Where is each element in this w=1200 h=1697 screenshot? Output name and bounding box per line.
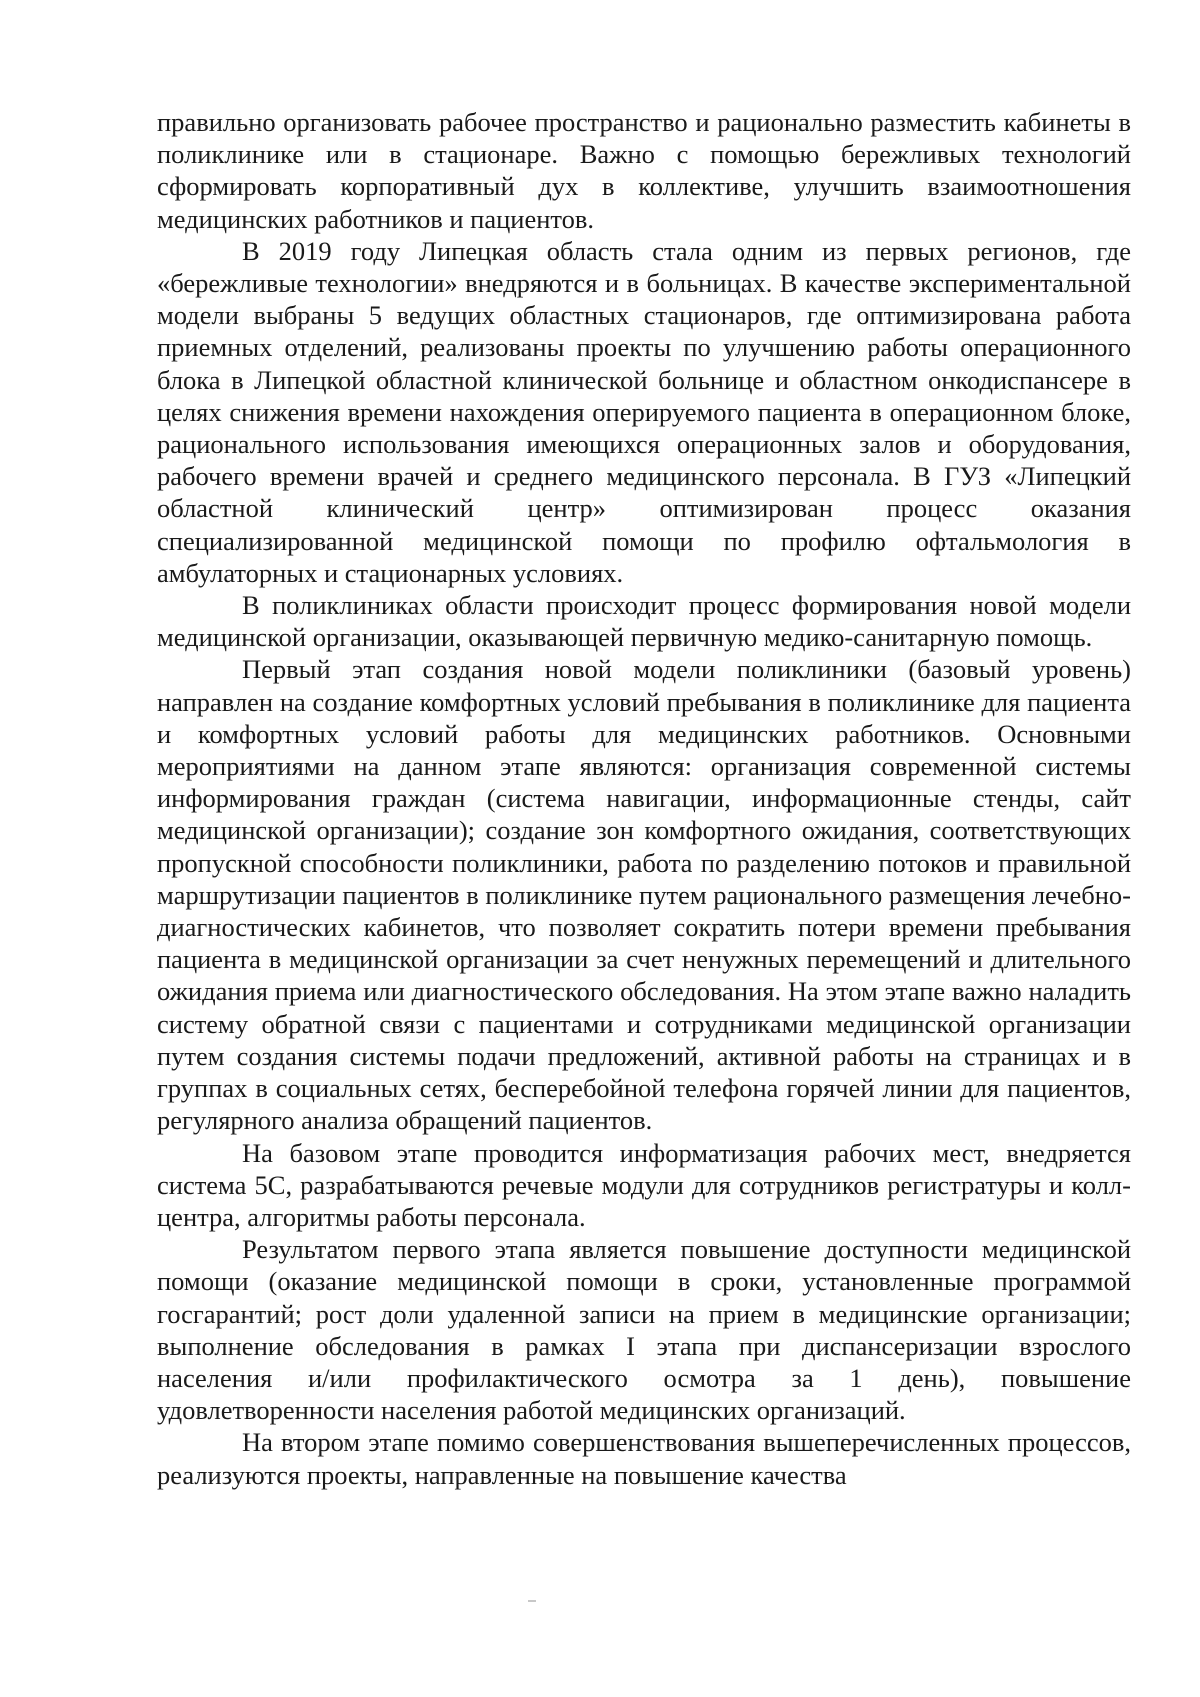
scan-mark xyxy=(528,1600,536,1602)
document-body xyxy=(157,106,1131,1491)
paragraph-6: Результатом первого этапа является повышение доступности медицинской помощи (оказание медицинской помощи в сроки, установленные программой госгарантий; рост доли удаленной записи на прием в медицинские организации; выполнение обследования в рамках I этапа при диспансеризации взрослого населения и/или профилактического осмотра за 1 день), повышение удовлетворенности населения работой медицинских организаций. xyxy=(157,1234,1131,1426)
paragraph-7: На втором этапе помимо совершенствования вышеперечисленных процессов, реализуются проекты, направленные на повышение качества xyxy=(157,1427,1131,1490)
paragraph-5: На базовом этапе проводится информатизация рабочих мест, внедряется система 5С, разрабатываются речевые модули для сотрудников регистратуры и колл-центра, алгоритмы работы персонала. xyxy=(157,1137,1131,1232)
paragraph-2: В 2019 году Липецкая область стала одним из первых регионов, где «бережливые технологии» внедряются и в больницах. В качестве экспериментальной модели выбраны 5 ведущих областных стационаров, где оптимизирована работа приемных отделений, реализованы проекты по улучшению работы операционного блока в Липецкой областной клинической больнице и областном онкодиспансере в целях снижения времени нахождения оперируемого пациента в операционном блоке, рационального использования имеющихся операционных залов и оборудования, рабочего времени врачей и среднего медицинского персонала. В ГУЗ «Липецкий областной клинический центр» оптимизирован процесс оказания специализированной медицинской помощи по профилю офтальмология в амбулаторных и стационарных условиях. xyxy=(157,235,1131,588)
paragraph-1: правильно организовать рабочее пространство и рационально разместить кабинеты в поликлинике или в стационаре. Важно с помощью бережливых технологий сформировать корпоративный дух в коллективе, улучшить взаимоотношения медицинских работников и пациентов. xyxy=(157,107,1131,234)
paragraph-4: Первый этап создания новой модели поликлиники (базовый уровень) направлен на создание комфортных условий пребывания в поликлинике для пациента и комфортных условий работы для медицинских работников. Основными мероприятиями на данном этапе являются: организация современной системы информирования граждан (система навигации, информационные стенды, сайт медицинской организации); создание зон комфортного ожидания, соответствующих пропускной способности поликлиники, работа по разделению потоков и правильной маршрутизации пациентов в поликлинике путем рационального размещения лечебно-диагностических кабинетов, что позволяет сократить потери времени пребывания пациента в медицинской организации за счет ненужных перемещений и длительного ожидания приема или диагностического обследования. На этом этапе важно наладить систему обратной связи с пациентами и сотрудниками медицинской организации путем создания системы подачи предложений, активной работы на страницах и в группах в социальных сетях, бесперебойной телефона горячей линии для пациентов, регулярного анализа обращений пациентов. xyxy=(157,654,1131,1136)
paragraph-3: В поликлиниках области происходит процесс формирования новой модели медицинской организации, оказывающей первичную медико-санитарную помощь. xyxy=(157,590,1131,653)
